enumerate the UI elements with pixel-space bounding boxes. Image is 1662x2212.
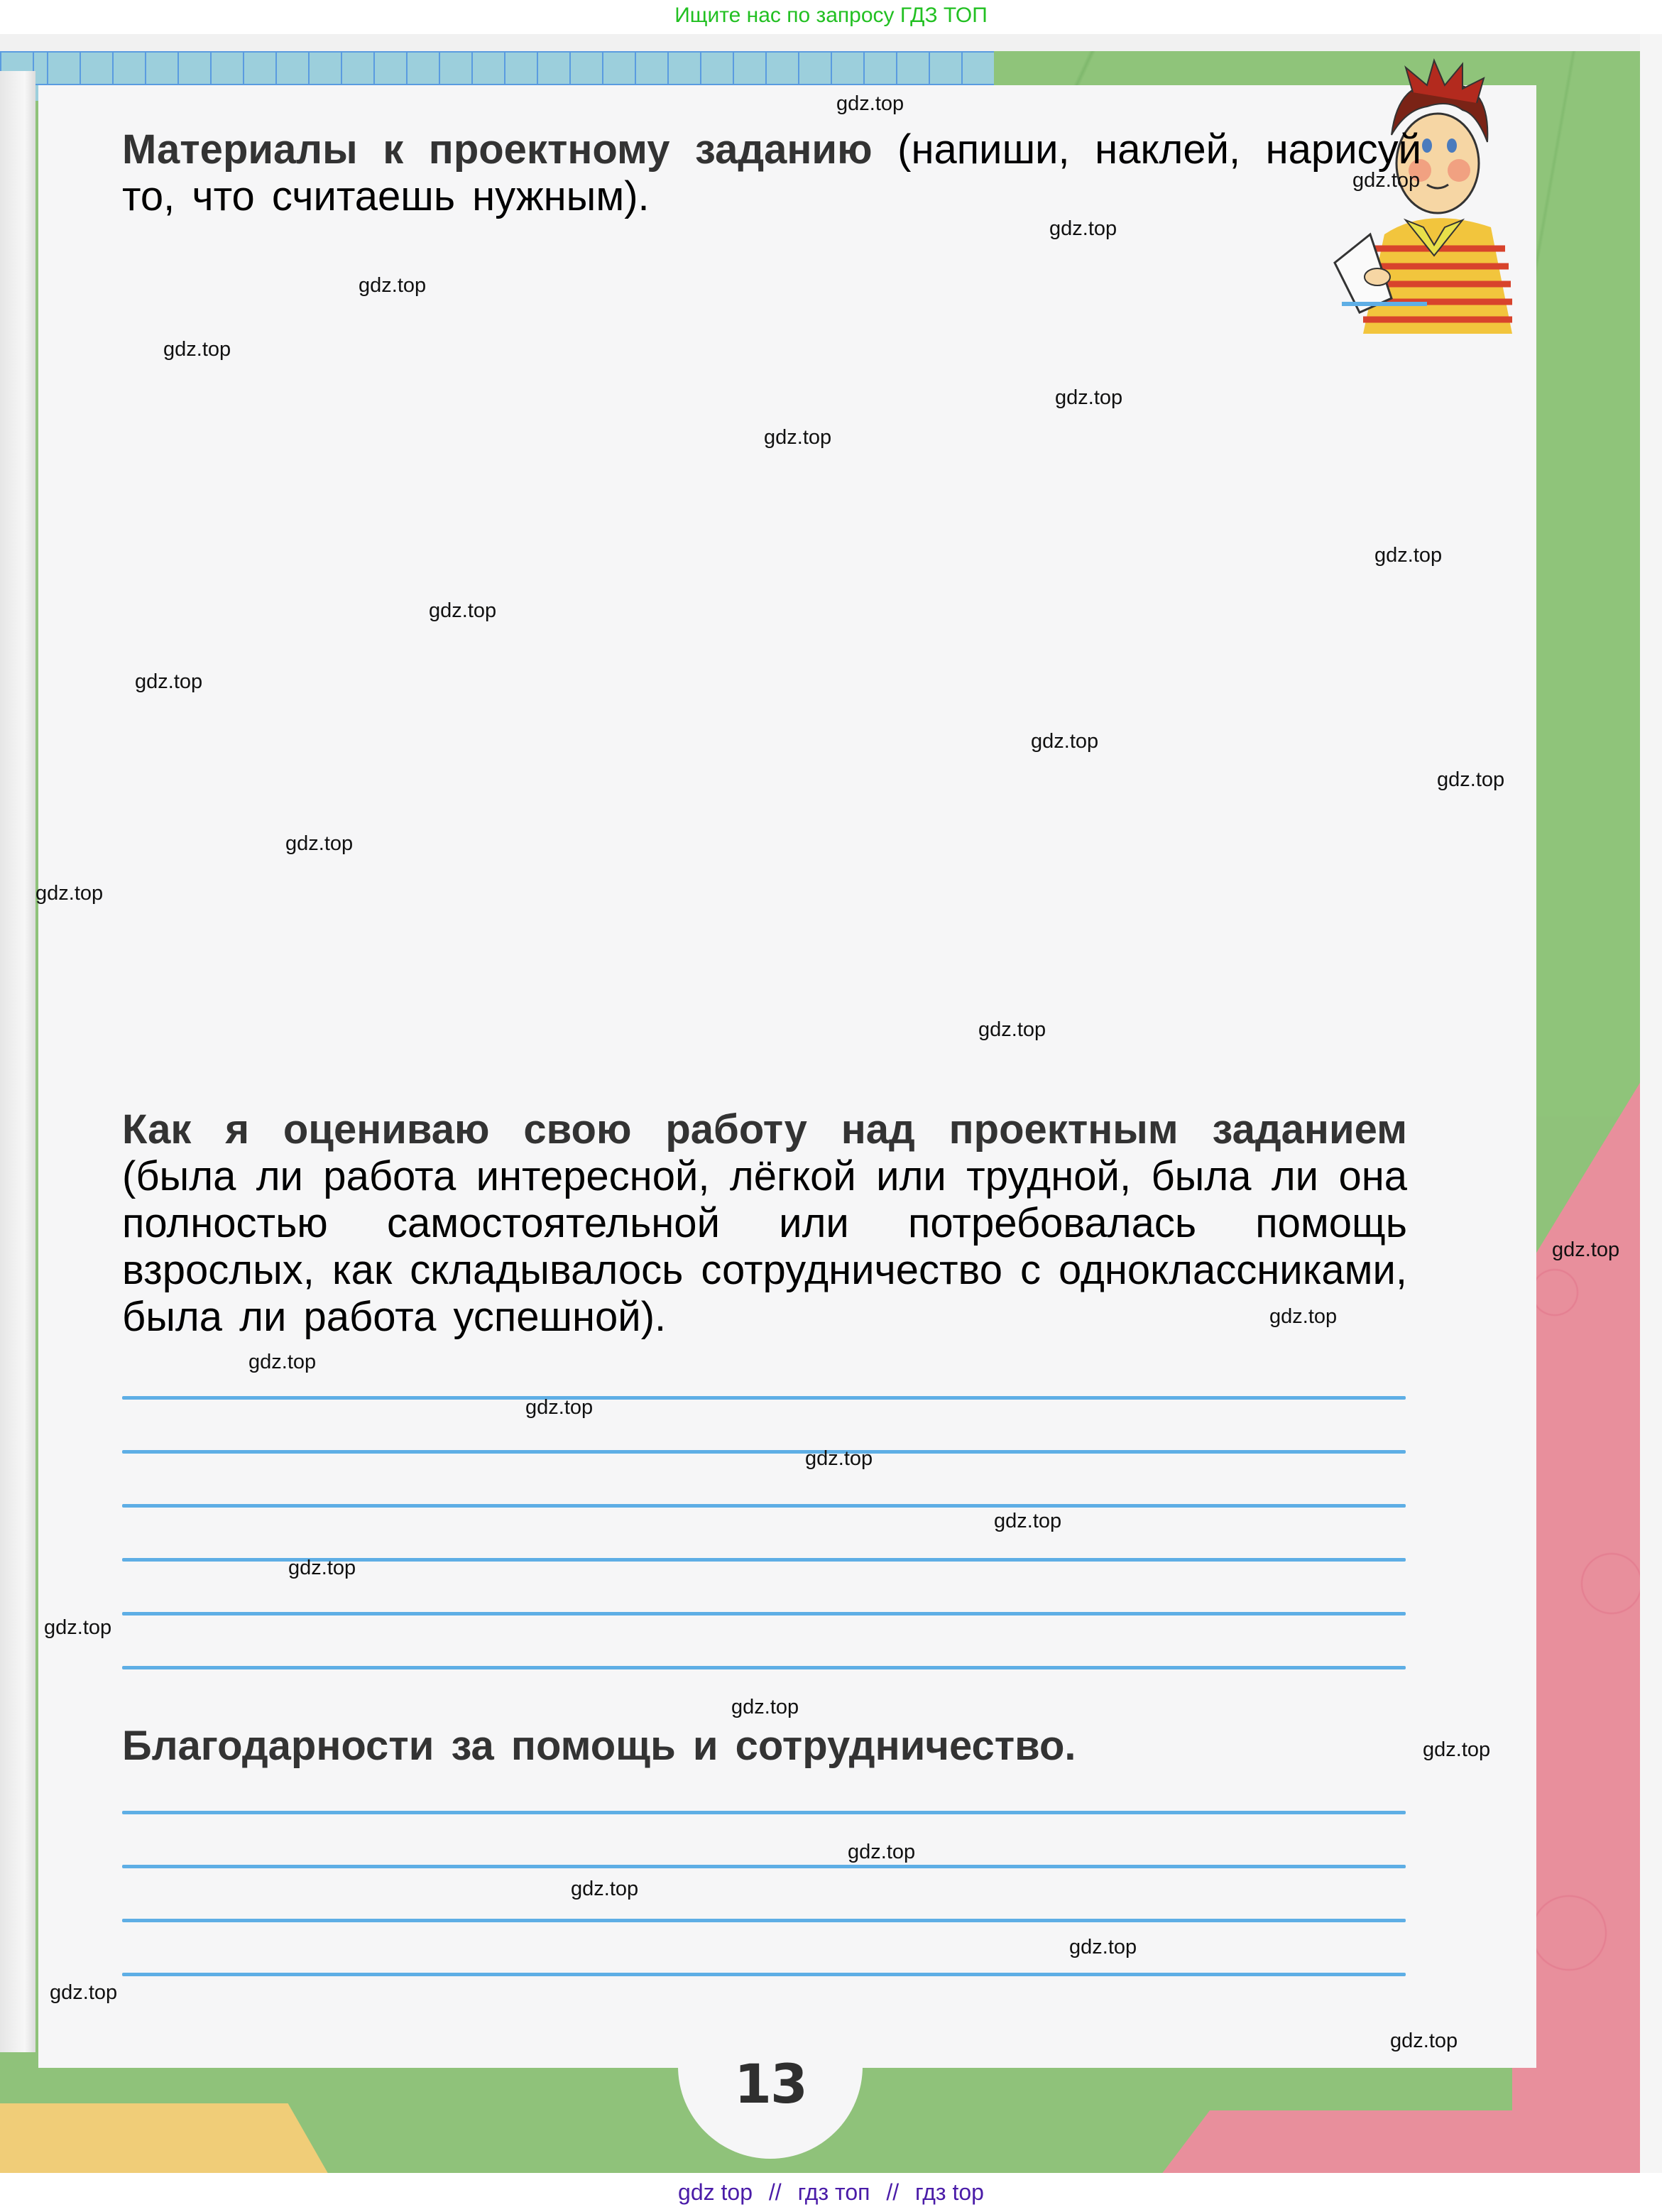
answer-line[interactable] (122, 1811, 1406, 1814)
watermark-text: gdz.top (285, 832, 354, 855)
section-self-assessment (122, 1106, 1407, 1341)
page-number: 13 (734, 2052, 807, 2115)
acknowledgements-answer-area[interactable] (122, 1811, 1406, 1981)
watermark-text: gdz.top (1269, 1305, 1338, 1328)
watermark-text: gdz.top (1031, 730, 1099, 753)
watermark-text: gdz.top (764, 426, 832, 449)
answer-line[interactable] (122, 1919, 1406, 1922)
watermark-text: gdz.top (836, 92, 904, 115)
assessment-answer-area[interactable] (122, 1396, 1406, 1680)
answer-line[interactable] (122, 1666, 1406, 1669)
watermark-text: gdz.top (359, 274, 427, 297)
materials-heading: Материалы к проектному заданию (122, 126, 873, 173)
footer-separator: // (768, 2179, 782, 2205)
answer-line[interactable] (122, 1504, 1406, 1508)
answer-line[interactable] (122, 1973, 1406, 1976)
acknowledgements-heading: Благодарности за помощь и сотрудничество. (122, 1723, 1076, 1769)
book-spine (0, 71, 35, 2052)
watermark-text: gdz.top (288, 1557, 356, 1579)
watermark-text: gdz.top (1069, 1936, 1137, 1958)
pink-bottom-band (923, 2110, 1640, 2174)
search-hint-text: Ищите нас по запросу ГДЗ ТОП (674, 4, 988, 27)
footer-link-2[interactable]: гдз топ (797, 2179, 870, 2205)
watermark-text: gdz.top (1390, 2030, 1458, 2052)
assessment-description: (была ли работа интересной, лёгкой или трудной, была ли она полностью самостоятельной или потребовалась помощь взрослых, как складывалось сотрудничество с одноклассниками, была ли работа успешной). (122, 1153, 1407, 1340)
worksheet-panel (38, 85, 1536, 2068)
watermark-text: gdz.top (1437, 768, 1505, 791)
footer-separator: // (886, 2179, 900, 2205)
watermark-text: gdz.top (163, 338, 231, 361)
watermark-text: gdz.top (525, 1396, 594, 1419)
watermark-text: gdz.top (1552, 1238, 1620, 1261)
watermark-text: gdz.top (1055, 386, 1123, 409)
watermark-text: gdz.top (50, 1981, 118, 2004)
materials-instruction (122, 126, 1421, 220)
answer-line[interactable] (122, 1612, 1406, 1616)
section-acknowledgements (122, 1723, 1329, 1770)
watermark-text: gdz.top (429, 599, 497, 622)
watermark-text: gdz.top (135, 670, 203, 693)
yellow-bottom-band (0, 2103, 369, 2174)
watermark-text: gdz.top (848, 1841, 916, 1863)
watermark-text: gdz.top (571, 1878, 639, 1900)
footer-links (0, 2173, 1662, 2212)
footer-link-3[interactable]: гдз top (915, 2179, 984, 2205)
watermark-text: gdz.top (1352, 169, 1421, 192)
answer-line[interactable] (122, 1450, 1406, 1454)
watermark-text: gdz.top (35, 882, 104, 905)
answer-line[interactable] (122, 1865, 1406, 1868)
watermark-text: gdz.top (1374, 544, 1443, 567)
answer-line[interactable] (122, 1396, 1406, 1400)
footer-link-1[interactable]: gdz top (678, 2179, 753, 2205)
watermark-text: gdz.top (248, 1351, 317, 1373)
assessment-heading: Как я оцениваю свою работу над проектным заданием (122, 1106, 1407, 1153)
assessment-instruction (122, 1106, 1407, 1341)
acknowledgements-instruction (122, 1723, 1329, 1770)
right-gutter (1640, 34, 1662, 2173)
watermark-text: gdz.top (994, 1510, 1062, 1532)
watermark-text: gdz.top (805, 1447, 873, 1470)
top-banner (0, 0, 1662, 34)
materials-description: (напиши, наклей, нарисуй то, что считаешь нужным). (122, 126, 1421, 219)
section-materials (122, 126, 1421, 220)
watermark-text: gdz.top (978, 1018, 1046, 1041)
watermark-text: gdz.top (44, 1616, 112, 1639)
watermark-text: gdz.top (1423, 1738, 1491, 1761)
watermark-text: gdz.top (1049, 217, 1117, 240)
watermark-text: gdz.top (731, 1696, 799, 1718)
